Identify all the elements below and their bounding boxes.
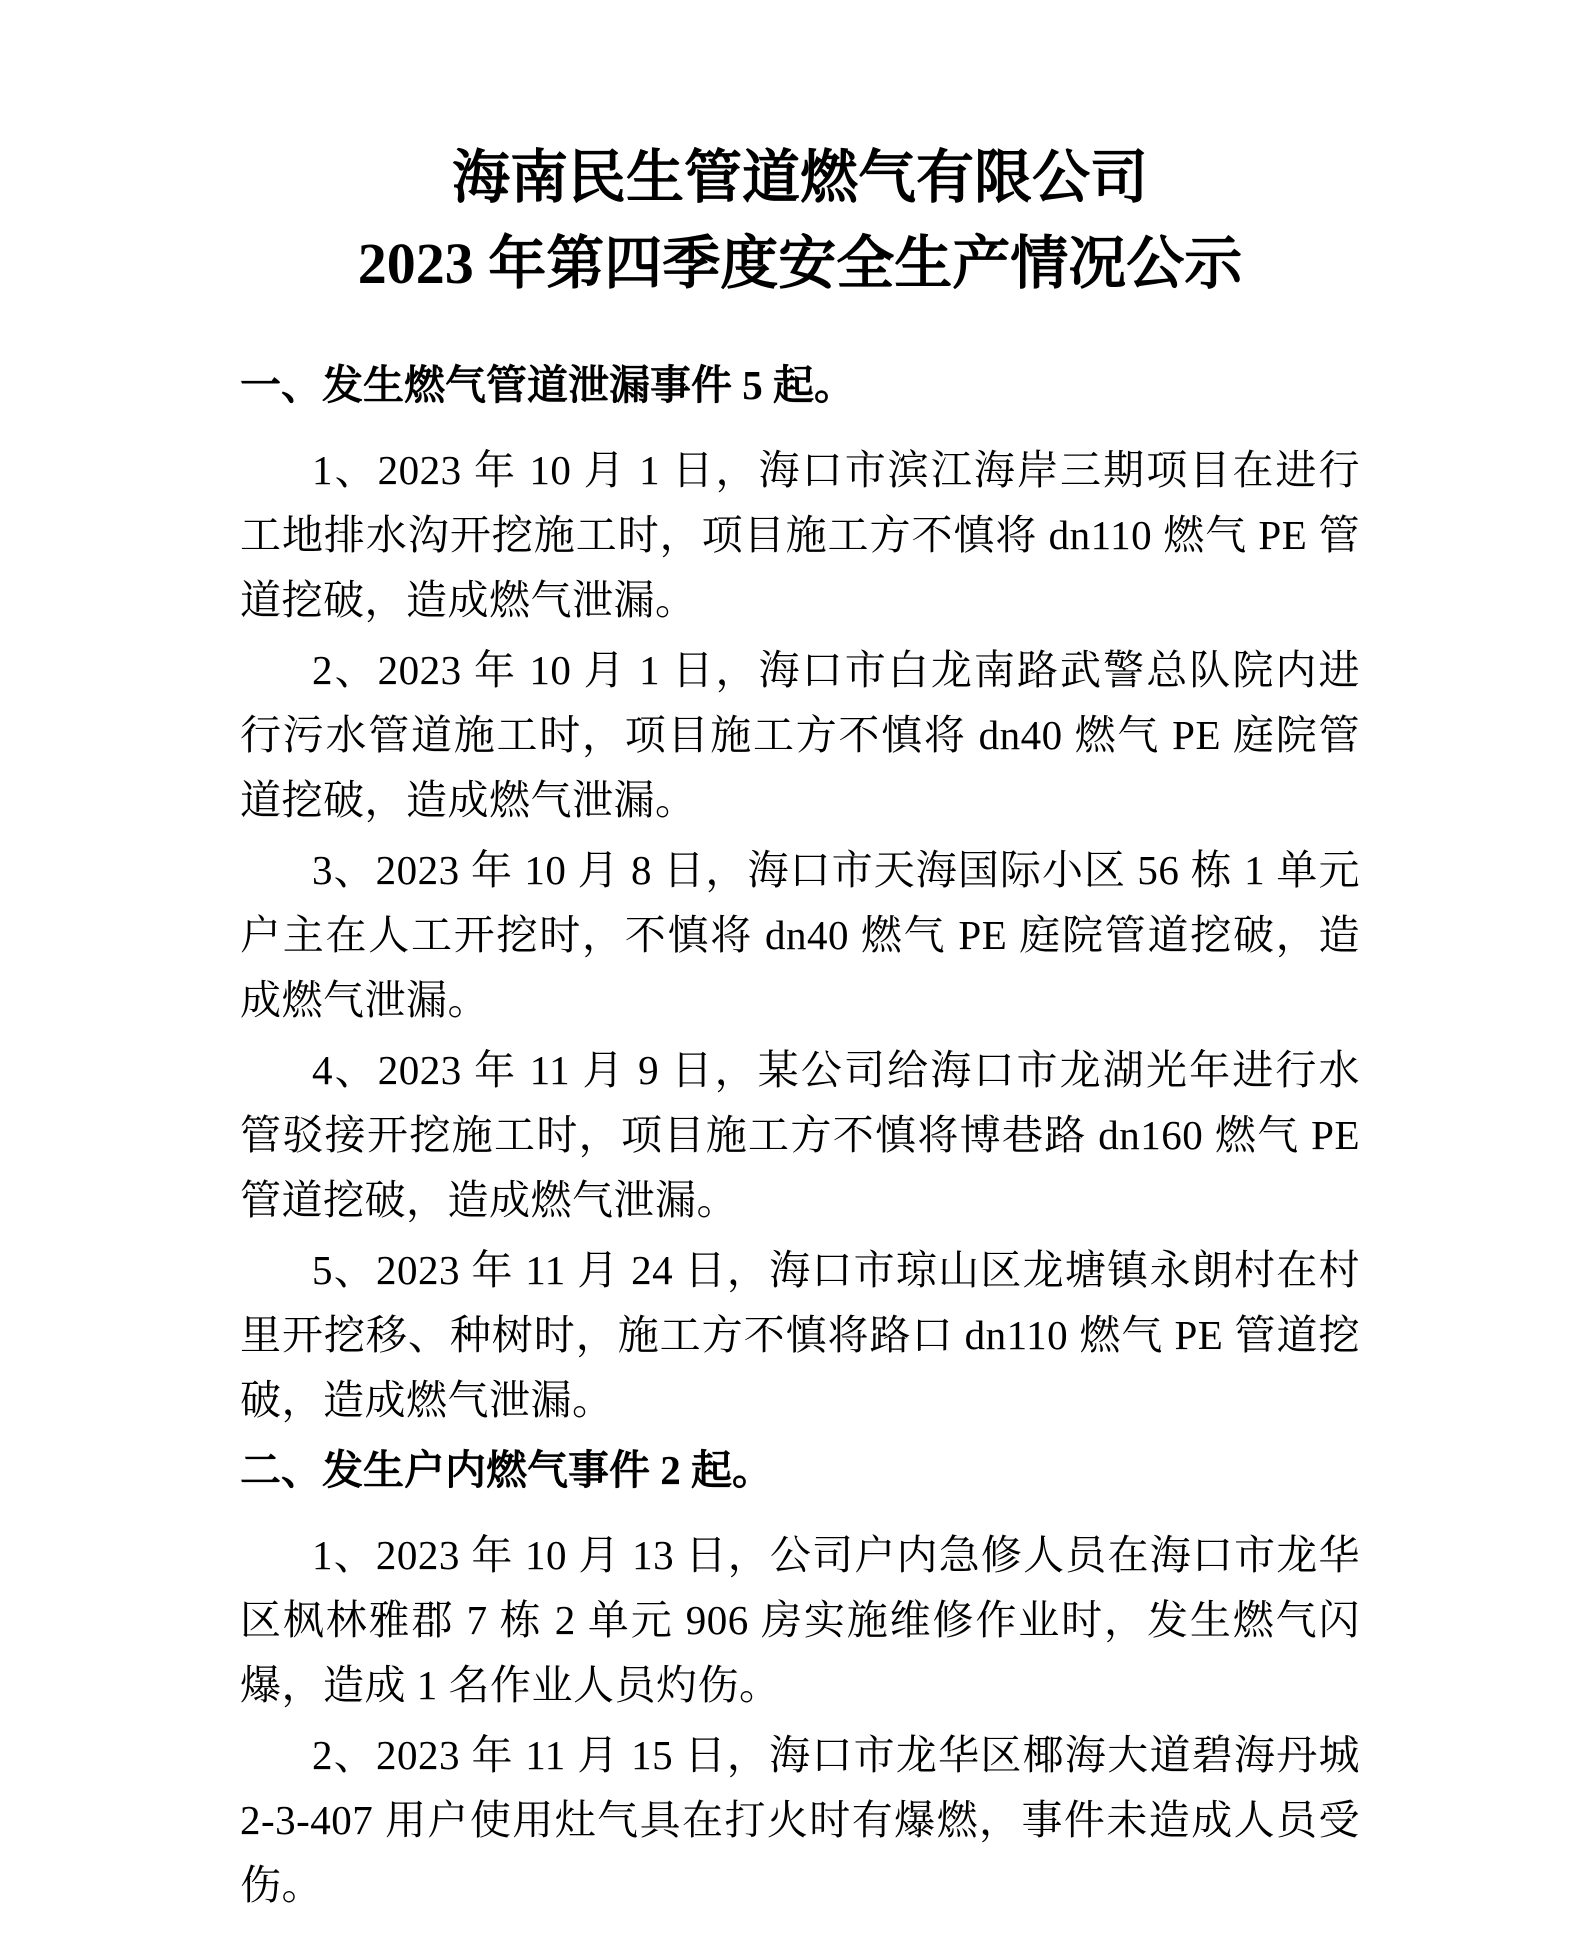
document-title-line2: 2023 年第四季度安全生产情况公示 — [357, 231, 1243, 296]
document-title-line1: 海南民生管道燃气有限公司 — [451, 145, 1148, 210]
section-1-heading: 一、发生燃气管道泄漏事件 5 起。 — [240, 362, 855, 408]
section-2-paragraph-2: 2、2023 年 11 月 15 日，海口市龙华区椰海大道碧海丹城 2-3-407 用户使用灶气具在打火时有爆燃，事件未造成人员受伤。 — [240, 1732, 1360, 1908]
section-2-heading: 二、发生户内燃气事件 2 起。 — [240, 1447, 773, 1493]
section-1-paragraph-1: 1、2023 年 10 月 1 日，海口市滨江海岸三期项目在进行工地排水沟开挖施工时，项目施工方不慎将 dn110 燃气 PE 管道挖破，造成燃气泄漏。 — [240, 447, 1360, 623]
section-1-paragraph-5: 5、2023 年 11 月 24 日，海口市琼山区龙塘镇永朗村在村里开挖移、种树时，施工方不慎将路口 dn110 燃气 PE 管道挖破，造成燃气泄漏。 — [240, 1247, 1360, 1423]
section-2-paragraph-1: 1、2023 年 10 月 13 日，公司户内急修人员在海口市龙华区枫林雅郡 7 栋 2 单元 906 房实施维修作业时，发生燃气闪爆，造成 1 名作业人员灼伤。 — [240, 1532, 1360, 1708]
section-1-paragraph-4: 4、2023 年 11 月 9 日，某公司给海口市龙湖光年进行水管驳接开挖施工时，项目施工方不慎将博巷路 dn160 燃气 PE 管道挖破，造成燃气泄漏。 — [240, 1047, 1360, 1223]
section-1-paragraph-3: 3、2023 年 10 月 8 日，海口市天海国际小区 56 栋 1 单元户主在人工开挖时，不慎将 dn40 燃气 PE 庭院管道挖破，造成燃气泄漏。 — [240, 847, 1360, 1023]
section-1-paragraph-2: 2、2023 年 10 月 1 日，海口市白龙南路武警总队院内进行污水管道施工时，项目施工方不慎将 dn40 燃气 PE 庭院管道挖破，造成燃气泄漏。 — [240, 647, 1360, 823]
